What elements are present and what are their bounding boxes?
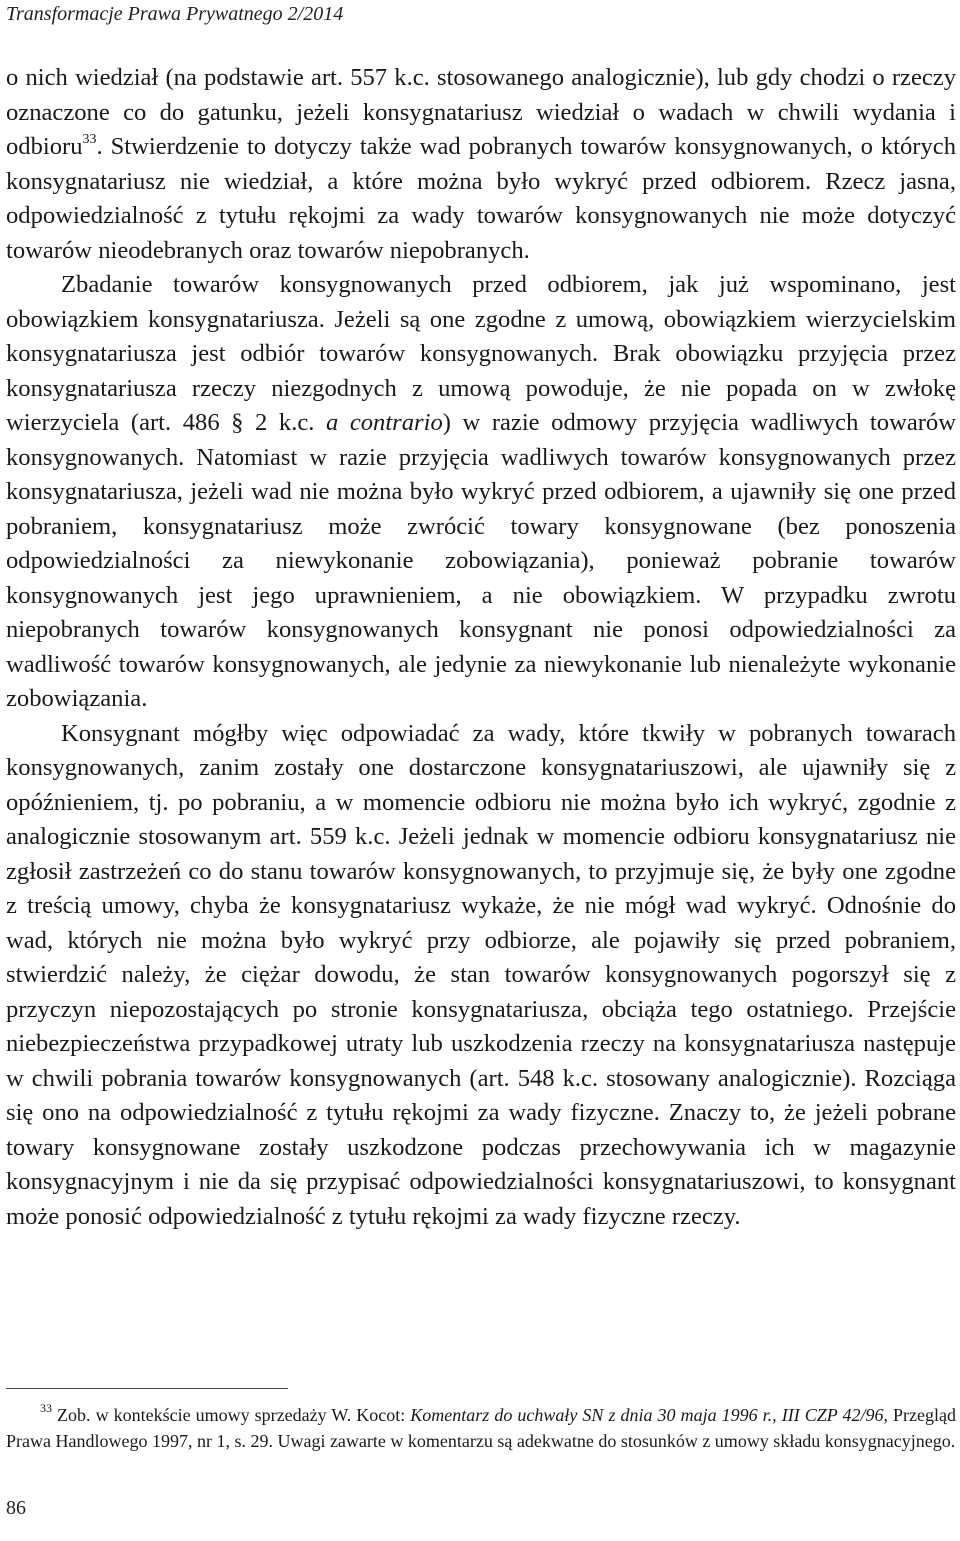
paragraph-1-text-a: o nich wiedział (na podstawie art. 557 k.c. stosowanego analogicznie), lub gdy chodzi o rzeczy oznaczone co do gatunku, jeżeli konsygnatariusz wiedział o wadach w chwili wydania i odbioru xyxy=(6,64,956,160)
footnote-italic-title: Komentarz do uchwały SN z dnia 30 maja 1996 r., III CZP 42/96 xyxy=(410,1405,884,1425)
footnote-text-b: , Przegląd Prawa Handlowego 1997, nr 1, s. 29. Uwagi zawarte w komentarzu są adekwatne do stosunków z umowy składu konsygnacyjnego. xyxy=(6,1405,957,1451)
paragraph-2-text-b: ) w razie odmowy przyjęcia wadliwych towarów konsygnowanych. Natomiast w razie przyjęcia wadliwych towarów konsygnowanych przez konsygnatariusza, jeżeli wad nie można było wykryć przed odbiorem, a ujawniły się one przed pobraniem, konsygnatariusz może zwrócić towary konsygnowane (bez ponoszenia odpowiedzialności za niewykonanie zobowiązania), ponieważ pobranie towarów konsygnowanych jest jego uprawnieniem, a nie obowiązkiem. W przypadku zwrotu niepobranych towarów konsygnowanych konsygnant nie ponosi odpowiedzialności za wadliwość towarów konsygnowanych, ale jedynie za niewykonanie lub nienależyte wykonanie zobowiązania. xyxy=(6,409,956,712)
footnote-separator xyxy=(6,1388,288,1389)
footnote xyxy=(6,1403,956,1454)
running-header: Transformacje Prawa Prywatnego 2/2014 xyxy=(6,3,344,25)
paragraph-2-italic: a contrario xyxy=(325,409,443,436)
main-text xyxy=(6,61,956,1234)
paragraph-1 xyxy=(6,61,956,268)
paragraph-1-text-b: . Stwierdzenie to dotyczy także wad pobranych towarów konsygnowanych, o których konsygnatariusz nie wiedział, a które można było wykryć przed odbiorem. Rzecz jasna, odpowiedzialność z tytułu rękojmi za wady towarów konsygnowanych nie może dotyczyć towarów nieodebranych oraz towarów niepobranych. xyxy=(6,133,956,264)
footnote-number: 33 xyxy=(40,1401,52,1415)
page-number: 86 xyxy=(6,1497,26,1519)
paragraph-2-text-a: Zbadanie towarów konsygnowanych przed odbiorem, jak już wspominano, jest obowiązkiem konsygnatariusza. Jeżeli są one zgodne z umową, obowiązkiem wierzycielskim konsygnatariusza jest odbiór towarów konsygnowanych. Brak obowiązku przyjęcia przez konsygnatariusza rzeczy niezgodnych z umową powoduje, że nie popada on w zwłokę wierzyciela (art. 486 § 2 k.c. xyxy=(6,271,956,436)
paragraph-2 xyxy=(6,268,956,717)
paragraph-3: Konsygnant mógłby więc odpowiadać za wady, które tkwiły w pobranych towarach konsygnowanych, zanim zostały one dostarczone konsygnatariuszowi, ale ujawniły się z opóźnieniem, tj. po pobraniu, a w momencie odbioru nie można było ich wykryć, zgodnie z analogicznie stosowanym art. 559 k.c. Jeżeli jednak w momencie odbioru konsygnatariusz nie zgłosił zastrzeżeń co do stanu towarów konsygnowanych, to przyjmuje się, że były one zgodne z treścią umowy, chyba że konsygnatariusz wykaże, że nie mógł wad wykryć. Odnośnie do wad, których nie można było wykryć przy odbiorze, ale pojawiły się przed pobraniem, stwierdzić należy, że ciężar dowodu, że stan towarów konsygnowanych pogorszył się z przyczyn niepozostających po stronie konsygnatariusza, obciąża tego ostatniego. Przejście niebezpieczeństwa przypadkowej utraty lub uszkodzenia rzeczy na konsygnatariusza następuje w chwili pobrania towarów konsygnowanych (art. 548 k.c. stosowany analogicznie). Rozciąga się ono na odpowiedzialność z tytułu rękojmi za wady fizyczne. Znaczy to, że jeżeli pobrane towary konsygnowane zostały uszkodzone podczas przechowywania ich w magazynie konsygnacyjnym i nie da się przypisać odpowiedzialności konsygnatariuszowi, to konsygnant może ponosić odpowiedzialność z tytułu rękojmi za wady fizyczne rzeczy. xyxy=(6,719,956,1230)
footnote-reference[interactable]: 33 xyxy=(82,131,97,147)
footnote-text-a: Zob. w kontekście umowy sprzedaży W. Kocot: xyxy=(52,1405,411,1425)
footnote-text xyxy=(6,1403,956,1454)
